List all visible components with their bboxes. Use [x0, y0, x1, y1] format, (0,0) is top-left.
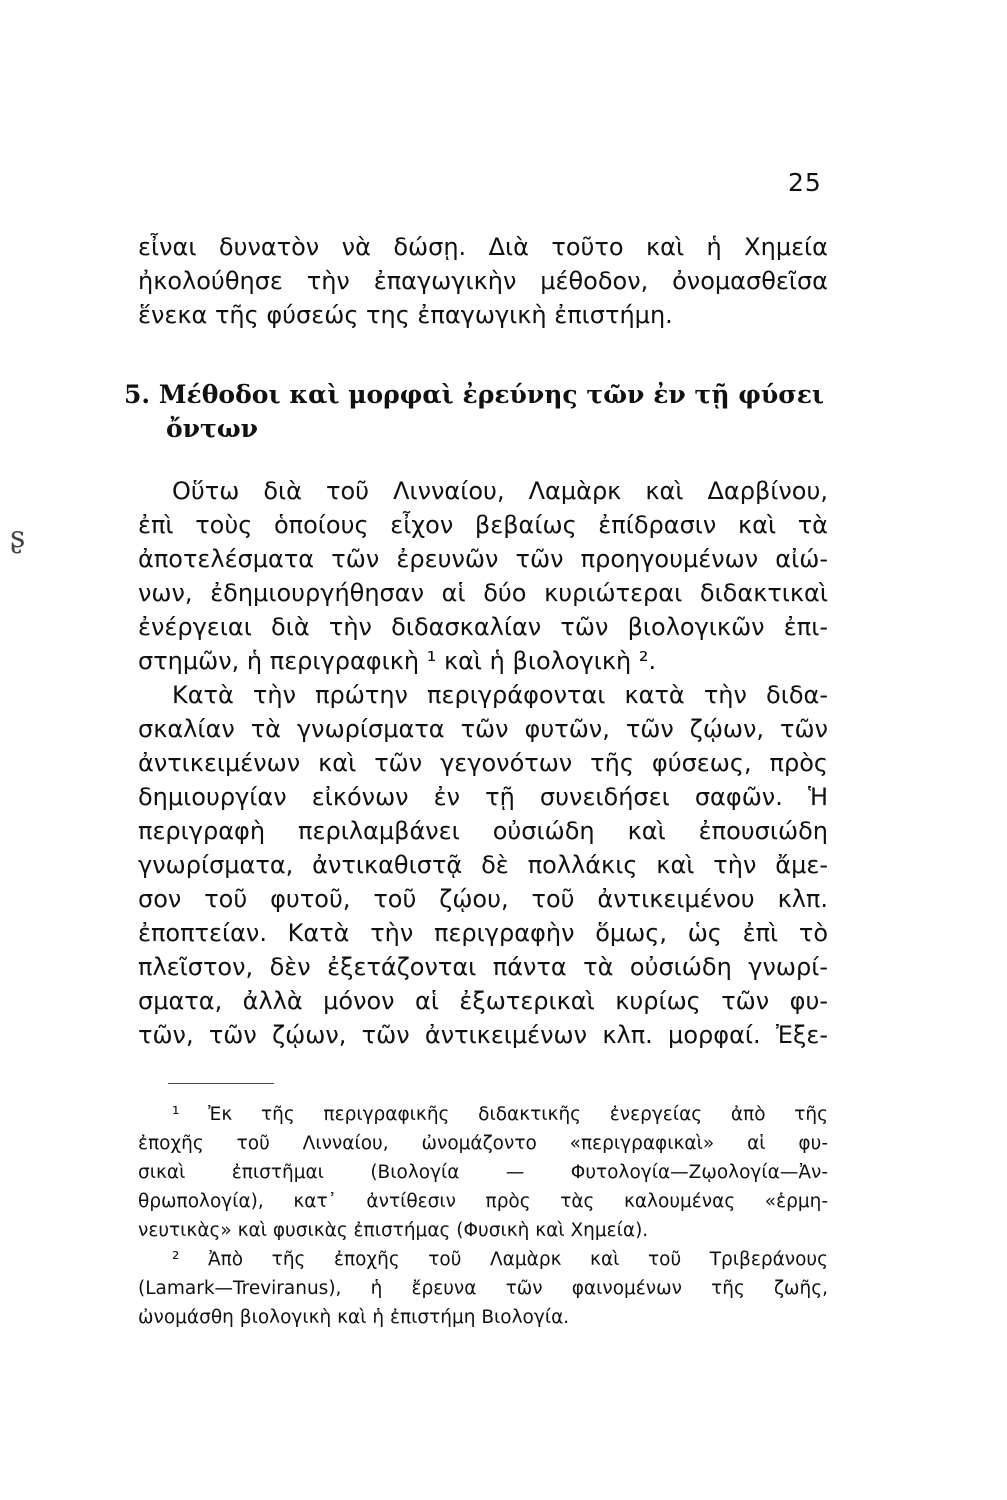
margin-mark: ʂ	[10, 520, 26, 555]
text-line: ἐποπτείαν. Κατὰ τὴν περιγραφὴν ὅμως, ὡς ἐπὶ τὸ	[138, 919, 828, 947]
footnote-line: σικαὶ ἐπιστῆμαι (Βιολογία — Φυτολογία—Ζῳολογία—Ἀν-	[138, 1162, 828, 1183]
text-line: ἕνεκα τῆς φύσεώς της ἐπαγωγικὴ ἐπιστήμη.	[138, 301, 673, 329]
text-line: πλεῖστον, δὲν ἐξετάζονται πάντα τὰ οὐσιώδη γνωρί-	[138, 953, 828, 981]
heading-line: ὄντων	[166, 414, 258, 443]
text-line: ἀποτελέσματα τῶν ἐρευνῶν τῶν προηγουμένων αἰώ-	[138, 545, 828, 573]
footnote-line: (Lamark—Treviranus), ἡ ἔρευνα τῶν φαινομένων τῆς ζωῆς,	[138, 1278, 828, 1299]
text-line: Οὕτω διὰ τοῦ Λινναίου, Λαμὰρκ καὶ Δαρβίνου,	[172, 477, 828, 505]
footnote-line: νευτικὰς» καὶ φυσικὰς ἐπιστήμας (Φυσικὴ καὶ Χημεία).	[138, 1220, 649, 1241]
heading-line: 5. Μέθοδοι καὶ μορφαὶ ἐρεύνης τῶν ἐν τῇ φύσει	[124, 380, 824, 409]
text-line: ἀντικειμένων καὶ τῶν γεγονότων τῆς φύσεως, πρὸς	[138, 749, 828, 777]
text-line: Κατὰ τὴν πρώτην περιγράφονται κατὰ τὴν διδα-	[172, 681, 828, 709]
text-line: νων, ἐδημιουργήθησαν αἱ δύο κυριώτεραι διδακτικαὶ	[138, 579, 828, 607]
text-line: τῶν, τῶν ζῴων, τῶν ἀντικειμένων κλπ. μορφαί. Ἐξε-	[138, 1021, 828, 1049]
footnote-line: ἐποχῆς τοῦ Λινναίου, ὠνομάζοντο «περιγραφικαὶ» αἱ φυ-	[138, 1133, 828, 1154]
text-line: σον τοῦ φυτοῦ, τοῦ ζῴου, τοῦ ἀντικειμένου κλπ.	[138, 885, 828, 913]
text-line: σματα, ἀλλὰ μόνον αἱ ἐξωτερικαὶ κυρίως τῶν φυ-	[138, 987, 828, 1015]
footnote-line: ² Ἀπὸ τῆς ἐποχῆς τοῦ Λαμὰρκ καὶ τοῦ Τριβεράνους	[172, 1249, 828, 1270]
text-line: ἐνέργειαι διὰ τὴν διδασκαλίαν τῶν βιολογικῶν ἐπι-	[138, 613, 828, 641]
footnote-line: θρωπολογία), κατ᾽ ἀντίθεσιν πρὸς τὰς καλουμένας «ἑρμη-	[138, 1191, 828, 1212]
text-line: σκαλίαν τὰ γνωρίσματα τῶν φυτῶν, τῶν ζῴων, τῶν	[138, 715, 828, 743]
text-line: γνωρίσματα, ἀντικαθιστᾷ δὲ πολλάκις καὶ τὴν ἄμε-	[138, 851, 828, 879]
text-line: περιγραφὴ περιλαμβάνει οὐσιώδη καὶ ἐπουσιώδη	[138, 817, 828, 845]
text-line: ἠκολούθησε τὴν ἐπαγωγικὴν μέθοδον, ὀνομασθεῖσα	[138, 267, 828, 295]
text-line: δημιουργίαν εἰκόνων ἐν τῇ συνειδήσει σαφῶν. Ἡ	[138, 783, 828, 811]
page-number: 25	[788, 168, 822, 197]
footnote-line: ¹ Ἐκ τῆς περιγραφικῆς διδακτικῆς ἐνεργείας ἀπὸ τῆς	[172, 1104, 828, 1125]
footnote-divider	[168, 1083, 274, 1084]
footnote-line: ὠνομάσθη βιολογικὴ καὶ ἡ ἐπιστήμη Βιολογία.	[138, 1307, 570, 1328]
text-line: εἶναι δυνατὸν νὰ δώσῃ. Διὰ τοῦτο καὶ ἡ Χημεία	[138, 233, 828, 261]
text-line: ἐπὶ τοὺς ὁποίους εἶχον βεβαίως ἐπίδρασιν καὶ τὰ	[138, 511, 828, 539]
text-line: στημῶν, ἡ περιγραφικὴ ¹ καὶ ἡ βιολογικὴ ².	[138, 647, 657, 675]
